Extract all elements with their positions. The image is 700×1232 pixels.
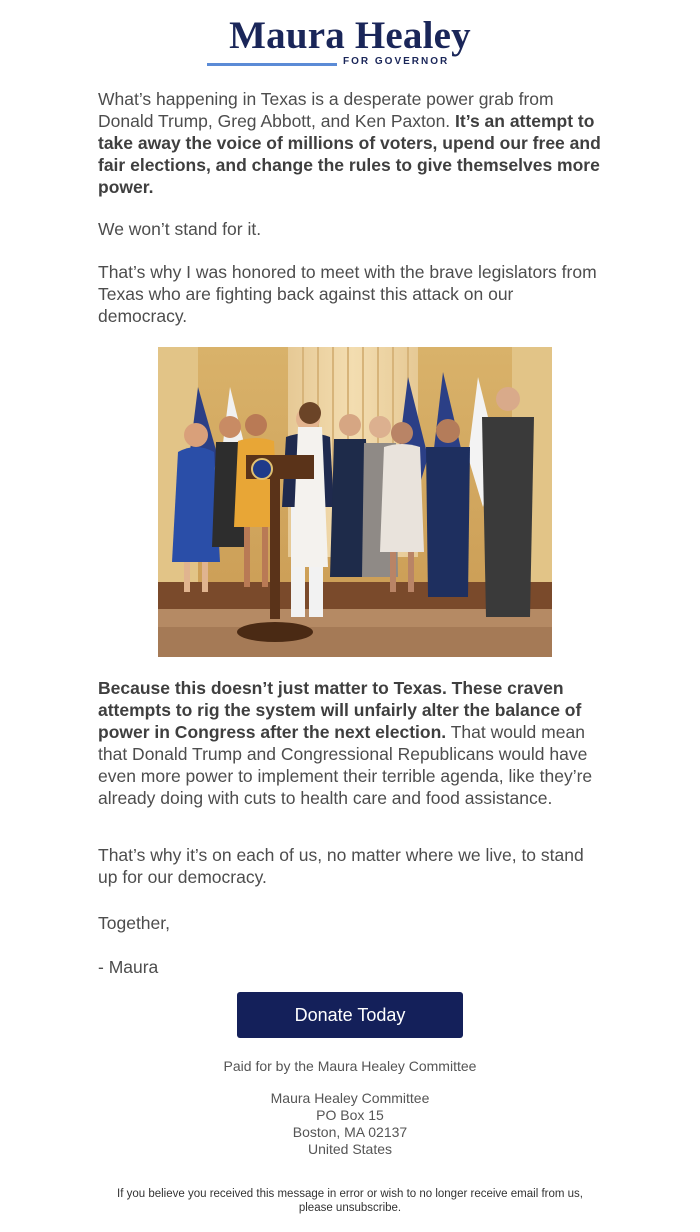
- call-text: That’s why it’s on each of us, no matter where we live, to stand up for our democracy.: [98, 845, 584, 887]
- campaign-logo: [0, 14, 700, 72]
- unsubscribe-prefix: If you believe you received this message in error or wish to no longer receive email from us,: [117, 1188, 583, 1200]
- legislators-text: That’s why I was honored to meet with the brave legislators from Texas who are fighting back against this attack on our democracy.: [98, 262, 597, 326]
- logo-name: Maura Healey: [229, 14, 471, 57]
- logo-subline: [205, 58, 495, 72]
- closing: [98, 912, 606, 934]
- stakes-text: That would mean that Donald Trump and Congressional Republicans would have even more power to implement their terrible agenda, like they’re already doing with cuts to health care and food assistance.: [98, 722, 593, 808]
- donate-button-label: Donate Today: [294, 1004, 406, 1025]
- address-line: Maura Healey Committee: [270, 1090, 430, 1106]
- signature-text: - Maura: [98, 957, 159, 977]
- stakes-paragraph: [98, 677, 606, 809]
- call-paragraph: [98, 844, 606, 888]
- intro-text: What’s happening in Texas is a desperate power grab from Donald Trump, Greg Abbott, and Ken Paxton.: [98, 89, 554, 131]
- paid-for-disclaimer: [0, 1058, 700, 1075]
- logo-accent-line: [207, 63, 337, 66]
- unsubscribe-notice: [0, 1187, 700, 1215]
- legislators-paragraph: [98, 261, 606, 327]
- address-line: PO Box 15: [316, 1107, 384, 1123]
- stand-text: We won’t stand for it.: [98, 219, 262, 239]
- unsubscribe-link[interactable]: please unsubscribe.: [298, 1202, 402, 1214]
- closing-text: Together,: [98, 913, 170, 933]
- intro-paragraph: [98, 88, 606, 198]
- paid-for-text: Paid for by the Maura Healey Committee: [223, 1058, 477, 1074]
- logo-tagline: FOR GOVERNOR: [343, 56, 450, 67]
- press-conference-photo: [158, 347, 552, 657]
- stand-paragraph: [98, 218, 606, 240]
- stakes-bold-text: Because this doesn’t just matter to Texas. These craven attempts to rig the system will unfairly alter the balance of power in Congress after the next election.: [98, 678, 582, 742]
- address-line: Boston, MA 02137: [292, 1124, 408, 1140]
- intro-bold-text: It’s an attempt to take away the voice of millions of voters, upend our free and fair elections, and change the rules to give themselves more power.: [98, 111, 601, 197]
- address-line: United States: [307, 1141, 393, 1157]
- mailing-address: [0, 1090, 700, 1158]
- donate-button[interactable]: [237, 992, 463, 1038]
- signature: [98, 956, 606, 978]
